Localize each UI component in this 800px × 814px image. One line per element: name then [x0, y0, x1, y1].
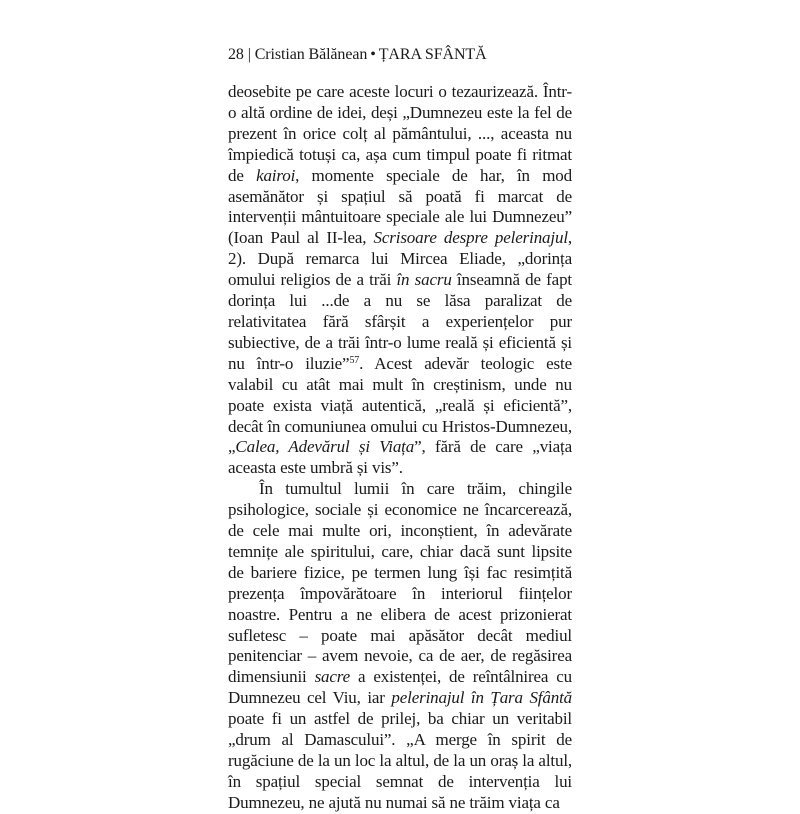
- text-run: a existenței, de reîntâlnirea cu Dumnezeu cel Viu, iar: [228, 667, 572, 708]
- text-run: ”, fără de care „viața aceasta este umbră și vis”.: [228, 437, 572, 478]
- italic-text-run: Calea, Adevărul și Viața: [235, 437, 415, 457]
- paragraph-2: [228, 479, 572, 814]
- italic-text-run: sacre: [314, 667, 351, 687]
- text-run: înseamnă de fapt dorința lui ...de a nu se lăsa paralizat de relativitatea fără sfârșit a experiențelor pur subiective, de a trăi într-o lume reală și eficientă și nu într-o iluzie”: [228, 270, 572, 373]
- text-run: , momente speciale de har, în mod asemănător și spațiul să poată fi marcat de intervenții mântuitoare speciale ale lui Dumnezeu” (Ioan Paul al II-lea,: [228, 165, 572, 248]
- italic-text-run: Scrisoare despre pelerinajul: [373, 228, 568, 248]
- footnote-reference: 57: [349, 354, 360, 366]
- italic-text-run: pelerinajul în Țara Sfântă: [391, 688, 572, 708]
- text-run: . Acest adevăr teologic este valabil cu atât mai mult în creștinism, unde nu poate exista viață autentică, „reală și eficientă”, decât în comuniunea omului cu Hristos-Dumnezeu, „: [228, 353, 572, 457]
- header-bullet: •: [370, 46, 376, 63]
- italic-text-run: în sacru: [396, 270, 452, 290]
- text-run: , 2). După remarca lui Mircea Eliade, „dorința omului religios de a trăi: [228, 228, 572, 290]
- running-header: [228, 46, 487, 64]
- book-title: ȚARA SFÂNTĂ: [378, 46, 487, 63]
- body-text: [228, 82, 572, 814]
- author-name: Cristian Bălănean: [254, 46, 368, 63]
- page-number: 28: [228, 46, 244, 63]
- text-run: deosebite pe care aceste locuri o tezaurizează. Într-o altă ordine de idei, deși „Dumnezeu este la fel de prezent în orice colț al pământului, ..., aceasta nu împiedică totuși ca, așa cum timpul poate fi ritmat de: [228, 82, 572, 185]
- text-run: poate fi un astfel de prilej, ba chiar un veritabil „drum al Damascului”. „A merge în spirit de rugăciune de la un loc la altul, de la un oraș la altul, în spațiul special semnat de intervenția lui Dumnezeu, ne ajută nu numai să ne trăim viața ca: [228, 709, 572, 812]
- header-separator: |: [247, 46, 251, 63]
- italic-text-run: kairoi: [256, 165, 296, 185]
- paragraph-1: [228, 82, 572, 479]
- text-run: În tumultul lumii în care trăim, chingile psihologice, sociale și economice ne încarcerează, de cele mai multe ori, inconștient, în adevărate temnițe ale spiritului, care, chiar dacă sunt lipsite de bariere fizice, pe termen lung își fac resimțită prezența împovărătoare în interiorul ființelor noastre. Pentru a ne elibera de acest prizonierat sufletesc – poate mai apăsător decât mediul penitenciar – avem nevoie, ca de aer, de regăsirea dimensiunii: [228, 479, 572, 687]
